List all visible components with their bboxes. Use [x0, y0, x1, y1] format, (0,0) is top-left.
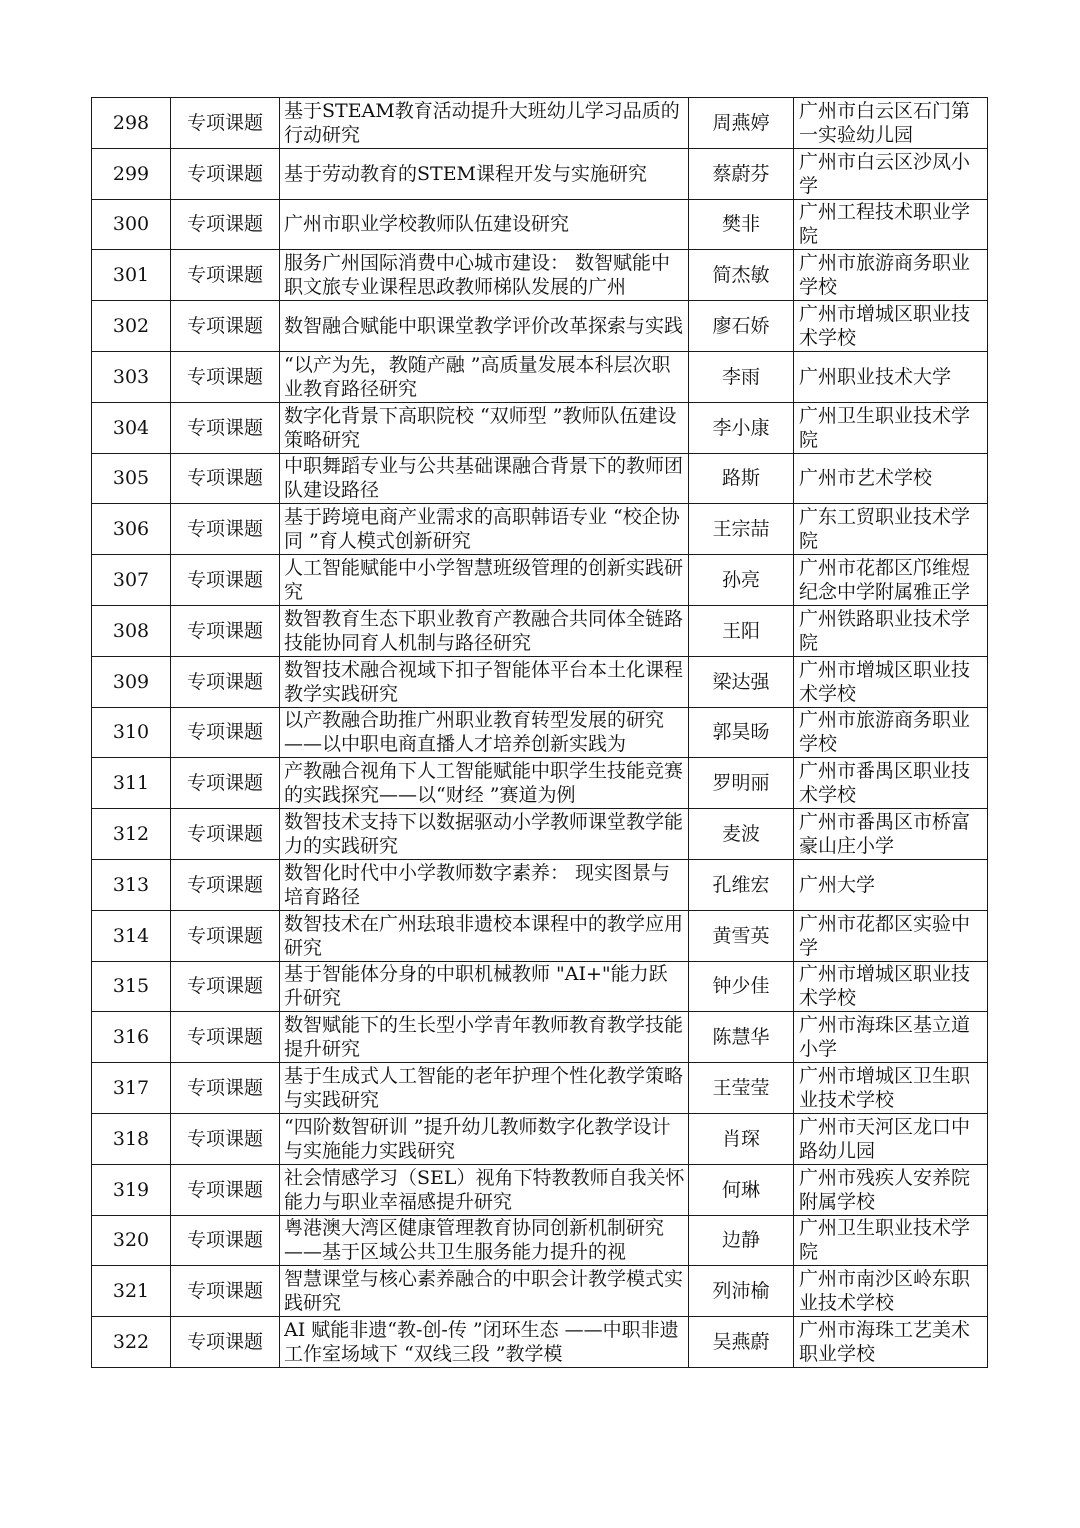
row-number-text: 298: [112, 111, 150, 134]
row-number-cell: [92, 555, 171, 606]
row-number-text: 316: [112, 1026, 150, 1049]
project-leader-cell: [689, 656, 794, 707]
project-type-text: 专项课题: [186, 721, 263, 744]
row-number-cell: [92, 910, 171, 961]
project-leader-text: 梁达强: [712, 670, 770, 693]
organization-cell: [794, 961, 988, 1012]
row-number-cell: [92, 199, 171, 250]
project-title-cell: [280, 250, 689, 301]
project-type-cell: [171, 1266, 280, 1317]
project-type-text: 专项课题: [186, 1026, 263, 1049]
project-type-cell: [171, 859, 280, 910]
table-row: [92, 351, 988, 402]
project-title-text: 中职舞蹈专业与公共基础课融合背景下的教师团队建设路径: [284, 455, 684, 502]
project-type-cell: [171, 301, 280, 352]
organization-cell: [794, 1113, 988, 1164]
project-title-cell: [280, 98, 689, 149]
organization-text: 广州市旅游商务职业学校: [799, 709, 971, 756]
project-type-cell: [171, 758, 280, 809]
project-title-text: 广州市职业学校教师队伍建设研究: [284, 213, 570, 236]
project-type-cell: [171, 504, 280, 555]
organization-cell: [794, 605, 988, 656]
row-number-text: 303: [112, 365, 150, 388]
project-leader-cell: [689, 1012, 794, 1063]
row-number-text: 311: [112, 772, 150, 795]
organization-text: 广州市番禺区职业技术学校: [799, 760, 971, 807]
project-type-text: 专项课题: [186, 873, 263, 896]
row-number-cell: [92, 148, 171, 199]
project-title-text: 人工智能赋能中小学智慧班级管理的创新实践研究: [284, 557, 684, 604]
organization-text: 广州市残疾人安养院附属学校: [799, 1166, 971, 1213]
project-leader-cell: [689, 1063, 794, 1114]
project-title-text: 基于生成式人工智能的老年护理个性化教学策略与实践研究: [284, 1065, 684, 1112]
project-leader-cell: [689, 859, 794, 910]
project-title-cell: [280, 555, 689, 606]
project-leader-text: 列沛榆: [712, 1280, 770, 1303]
row-number-text: 299: [112, 162, 150, 185]
project-type-cell: [171, 605, 280, 656]
project-type-cell: [171, 402, 280, 453]
project-title-text: 基于STEAM教育活动提升大班幼儿学习品质的行动研究: [284, 99, 680, 146]
project-type-text: 专项课题: [186, 1077, 263, 1100]
project-leader-cell: [689, 555, 794, 606]
organization-cell: [794, 707, 988, 758]
organization-text: 广州市番禺区市桥富豪山庄小学: [799, 811, 971, 858]
row-number-text: 313: [112, 873, 150, 896]
organization-cell: [794, 859, 988, 910]
organization-text: 广州市旅游商务职业学校: [799, 252, 971, 299]
project-leader-cell: [689, 98, 794, 149]
row-number-cell: [92, 1164, 171, 1215]
organization-text: 广州市花都区实验中学: [799, 912, 971, 959]
project-leader-text: 黄雪英: [712, 924, 770, 947]
project-title-cell: [280, 1317, 689, 1368]
row-number-text: 304: [112, 416, 150, 439]
project-leader-cell: [689, 1215, 794, 1266]
organization-text: 广州市海珠区基立道小学: [799, 1014, 971, 1061]
project-title-cell: [280, 1113, 689, 1164]
project-title-text: 数智技术支持下以数据驱动小学教师课堂教学能力的实践研究: [284, 811, 684, 858]
organization-cell: [794, 351, 988, 402]
project-title-text: 数智赋能下的生长型小学青年教师教育教学技能提升研究: [284, 1014, 684, 1061]
project-leader-cell: [689, 1266, 794, 1317]
table-row: [92, 809, 988, 860]
project-leader-text: 孔维宏: [712, 873, 770, 896]
project-title-text: 粤港澳大湾区健康管理教育协同创新机制研究——基于区域公共卫生服务能力提升的视: [284, 1217, 665, 1264]
project-title-cell: [280, 910, 689, 961]
project-title-text: 数智教育生态下职业教育产教融合共同体全链路技能协同育人机制与路径研究: [284, 607, 684, 654]
project-type-cell: [171, 199, 280, 250]
table-row: [92, 453, 988, 504]
organization-cell: [794, 1063, 988, 1114]
organization-cell: [794, 504, 988, 555]
project-leader-text: 王宗喆: [712, 518, 770, 541]
project-leader-cell: [689, 301, 794, 352]
project-type-text: 专项课题: [186, 111, 263, 134]
project-type-text: 专项课题: [186, 315, 263, 338]
project-leader-text: 边静: [721, 1229, 760, 1252]
organization-text: 广州卫生职业技术学院: [799, 404, 971, 451]
project-title-cell: [280, 961, 689, 1012]
organization-cell: [794, 1164, 988, 1215]
project-leader-text: 廖石娇: [712, 315, 770, 338]
project-leader-text: 肖琛: [721, 1127, 760, 1150]
project-leader-text: 路斯: [721, 467, 760, 490]
project-title-cell: [280, 199, 689, 250]
project-type-cell: [171, 453, 280, 504]
organization-text: 广州职业技术大学: [799, 365, 952, 388]
project-type-text: 专项课题: [186, 264, 263, 287]
organization-cell: [794, 1215, 988, 1266]
table-row: [92, 301, 988, 352]
row-number-cell: [92, 961, 171, 1012]
project-type-text: 专项课题: [186, 1127, 263, 1150]
table-row: [92, 859, 988, 910]
table-row: [92, 555, 988, 606]
table-row: [92, 1215, 988, 1266]
project-leader-text: 简杰敏: [712, 264, 770, 287]
table-row: [92, 199, 988, 250]
project-title-cell: [280, 1012, 689, 1063]
row-number-cell: [92, 1266, 171, 1317]
project-title-cell: [280, 1266, 689, 1317]
project-type-cell: [171, 98, 280, 149]
project-title-cell: [280, 301, 689, 352]
project-leader-text: 陈慧华: [712, 1026, 770, 1049]
project-leader-cell: [689, 148, 794, 199]
row-number-text: 309: [112, 670, 150, 693]
organization-cell: [794, 402, 988, 453]
row-number-text: 321: [112, 1280, 150, 1303]
row-number-text: 314: [112, 924, 150, 947]
organization-text: 广州市南沙区岭东职业技术学校: [799, 1268, 971, 1315]
project-leader-text: 李小康: [712, 416, 770, 439]
project-type-text: 专项课题: [186, 924, 263, 947]
project-list-table: [91, 97, 988, 1368]
project-type-text: 专项课题: [186, 467, 263, 490]
row-number-cell: [92, 98, 171, 149]
organization-text: 广州市增城区职业技术学校: [799, 303, 971, 350]
project-type-cell: [171, 656, 280, 707]
organization-text: 广州市增城区卫生职业技术学校: [799, 1065, 971, 1112]
project-title-text: 基于智能体分身的中职机械教师 "AI+"能力跃升研究: [284, 963, 668, 1010]
project-leader-cell: [689, 351, 794, 402]
row-number-text: 307: [112, 569, 150, 592]
organization-cell: [794, 910, 988, 961]
row-number-text: 320: [112, 1229, 150, 1252]
row-number-text: 306: [112, 518, 150, 541]
row-number-text: 310: [112, 721, 150, 744]
organization-text: 广州市白云区沙凤小学: [799, 150, 971, 197]
project-leader-cell: [689, 504, 794, 555]
row-number-text: 301: [112, 264, 150, 287]
project-title-cell: [280, 504, 689, 555]
project-leader-text: 吴燕蔚: [712, 1331, 770, 1354]
project-leader-cell: [689, 961, 794, 1012]
project-leader-cell: [689, 605, 794, 656]
table-row: [92, 910, 988, 961]
organization-text: 广州市花都区邝维煜纪念中学附属雅正学: [799, 557, 971, 604]
project-title-cell: [280, 453, 689, 504]
project-type-text: 专项课题: [186, 569, 263, 592]
project-type-text: 专项课题: [186, 518, 263, 541]
table-row: [92, 758, 988, 809]
project-leader-text: 王阳: [721, 619, 760, 642]
project-title-cell: [280, 402, 689, 453]
project-type-text: 专项课题: [186, 365, 263, 388]
organization-text: 广州大学: [799, 873, 876, 896]
project-title-text: 数智技术融合视域下扣子智能体平台本土化课程教学实践研究: [284, 658, 684, 705]
project-title-cell: [280, 605, 689, 656]
row-number-cell: [92, 504, 171, 555]
project-title-text: 数字化背景下高职院校 “双师型 ”教师队伍建设策略研究: [284, 404, 677, 451]
row-number-text: 308: [112, 619, 150, 642]
project-title-text: AI 赋能非遗“教-创-传 ”闭环生态 ——中职非遗工作室场域下 “双线三段 ”教学模: [284, 1319, 679, 1366]
table-row: [92, 1266, 988, 1317]
project-leader-cell: [689, 250, 794, 301]
project-title-cell: [280, 809, 689, 860]
organization-text: 广州市海珠工艺美术职业学校: [799, 1319, 971, 1366]
organization-cell: [794, 1317, 988, 1368]
organization-cell: [794, 98, 988, 149]
project-title-text: 以产教融合助推广州职业教育转型发展的研究——以中职电商直播人才培养创新实践为: [284, 709, 665, 756]
row-number-text: 318: [112, 1127, 150, 1150]
project-leader-cell: [689, 809, 794, 860]
project-type-cell: [171, 961, 280, 1012]
project-leader-cell: [689, 402, 794, 453]
project-title-cell: [280, 1063, 689, 1114]
table-row: [92, 1012, 988, 1063]
organization-cell: [794, 656, 988, 707]
row-number-cell: [92, 605, 171, 656]
organization-cell: [794, 555, 988, 606]
organization-text: 广州市增城区职业技术学校: [799, 963, 971, 1010]
table-body: [92, 98, 988, 1368]
row-number-text: 305: [112, 467, 150, 490]
project-leader-text: 罗明丽: [712, 772, 770, 795]
table-row: [92, 98, 988, 149]
project-title-cell: [280, 148, 689, 199]
table-row: [92, 1063, 988, 1114]
row-number-cell: [92, 351, 171, 402]
row-number-cell: [92, 1012, 171, 1063]
project-leader-text: 樊非: [721, 213, 760, 236]
project-type-text: 专项课题: [186, 416, 263, 439]
row-number-cell: [92, 1317, 171, 1368]
project-leader-text: 孙亮: [721, 569, 760, 592]
table-row: [92, 707, 988, 758]
project-leader-text: 郭昊旸: [712, 721, 770, 744]
project-title-cell: [280, 758, 689, 809]
project-leader-cell: [689, 1113, 794, 1164]
row-number-cell: [92, 859, 171, 910]
row-number-text: 300: [112, 213, 150, 236]
table-row: [92, 1164, 988, 1215]
project-title-text: 服务广州国际消费中心城市建设： 数智赋能中职文旅专业课程思政教师梯队发展的广州: [284, 252, 671, 299]
project-type-cell: [171, 1215, 280, 1266]
project-title-text: 基于跨境电商产业需求的高职韩语专业 “校企协同 ”育人模式创新研究: [284, 506, 680, 553]
organization-cell: [794, 199, 988, 250]
row-number-cell: [92, 1063, 171, 1114]
organization-cell: [794, 250, 988, 301]
project-type-text: 专项课题: [186, 1178, 263, 1201]
project-type-text: 专项课题: [186, 1331, 263, 1354]
project-leader-cell: [689, 1164, 794, 1215]
project-type-cell: [171, 1012, 280, 1063]
project-title-text: 数智技术在广州珐琅非遗校本课程中的教学应用研究: [284, 912, 684, 959]
row-number-cell: [92, 301, 171, 352]
project-leader-cell: [689, 453, 794, 504]
project-title-text: “四阶数智研训 ”提升幼儿教师数字化教学设计与实施能力实践研究: [284, 1115, 671, 1162]
row-number-text: 302: [112, 315, 150, 338]
organization-cell: [794, 809, 988, 860]
project-title-text: 社会情感学习（SEL）视角下特教教师自我关怀能力与职业幸福感提升研究: [284, 1166, 685, 1213]
organization-text: 广州市白云区石门第一实验幼儿园: [799, 99, 971, 146]
row-number-cell: [92, 1113, 171, 1164]
project-type-text: 专项课题: [186, 772, 263, 795]
organization-cell: [794, 453, 988, 504]
project-type-text: 专项课题: [186, 1229, 263, 1252]
project-title-cell: [280, 859, 689, 910]
row-number-cell: [92, 1215, 171, 1266]
project-leader-cell: [689, 707, 794, 758]
project-title-cell: [280, 707, 689, 758]
project-type-text: 专项课题: [186, 619, 263, 642]
project-type-text: 专项课题: [186, 823, 263, 846]
row-number-text: 312: [112, 823, 150, 846]
row-number-cell: [92, 809, 171, 860]
project-title-text: “以产为先，教随产融 ”高质量发展本科层次职业教育路径研究: [284, 353, 671, 400]
project-leader-text: 王莹莹: [712, 1077, 770, 1100]
project-leader-text: 蔡蔚芬: [712, 162, 770, 185]
project-type-text: 专项课题: [186, 162, 263, 185]
row-number-cell: [92, 250, 171, 301]
table-row: [92, 250, 988, 301]
organization-cell: [794, 1266, 988, 1317]
table-row: [92, 402, 988, 453]
organization-text: 广州卫生职业技术学院: [799, 1217, 971, 1264]
project-title-cell: [280, 1164, 689, 1215]
row-number-cell: [92, 656, 171, 707]
organization-text: 广州工程技术职业学院: [799, 201, 971, 248]
table-row: [92, 1317, 988, 1368]
project-type-cell: [171, 809, 280, 860]
table-row: [92, 504, 988, 555]
project-leader-cell: [689, 1317, 794, 1368]
row-number-cell: [92, 453, 171, 504]
project-type-cell: [171, 910, 280, 961]
organization-text: 广州市天河区龙口中路幼儿园: [799, 1115, 971, 1162]
project-leader-cell: [689, 910, 794, 961]
project-title-cell: [280, 351, 689, 402]
project-type-cell: [171, 1113, 280, 1164]
table-row: [92, 605, 988, 656]
project-title-text: 数智融合赋能中职课堂教学评价改革探索与实践: [284, 315, 684, 338]
project-leader-text: 麦波: [721, 823, 760, 846]
project-leader-cell: [689, 199, 794, 250]
project-leader-text: 李雨: [721, 365, 760, 388]
project-title-cell: [280, 1215, 689, 1266]
organization-text: 广州市艺术学校: [799, 467, 933, 490]
project-type-cell: [171, 250, 280, 301]
project-leader-text: 何琳: [721, 1178, 760, 1201]
project-title-text: 智慧课堂与核心素养融合的中职会计教学模式实践研究: [284, 1268, 684, 1315]
row-number-cell: [92, 707, 171, 758]
organization-cell: [794, 301, 988, 352]
project-leader-text: 周燕婷: [712, 111, 770, 134]
project-type-cell: [171, 555, 280, 606]
organization-text: 广州市增城区职业技术学校: [799, 658, 971, 705]
project-title-cell: [280, 656, 689, 707]
organization-text: 广州铁路职业技术学院: [799, 607, 971, 654]
project-title-text: 基于劳动教育的STEM课程开发与实施研究: [284, 162, 648, 185]
row-number-text: 315: [112, 975, 150, 998]
row-number-cell: [92, 402, 171, 453]
row-number-text: 317: [112, 1077, 150, 1100]
row-number-cell: [92, 758, 171, 809]
project-type-text: 专项课题: [186, 1280, 263, 1303]
project-title-text: 产教融合视角下人工智能赋能中职学生技能竞赛的实践探究——以“财经 ”赛道为例: [284, 760, 684, 807]
project-title-text: 数智化时代中小学教师数字素养： 现实图景与培育路径: [284, 861, 671, 908]
table-row: [92, 1113, 988, 1164]
project-type-cell: [171, 1164, 280, 1215]
organization-cell: [794, 1012, 988, 1063]
project-type-cell: [171, 1063, 280, 1114]
project-type-cell: [171, 148, 280, 199]
row-number-text: 319: [112, 1178, 150, 1201]
row-number-text: 322: [112, 1331, 150, 1354]
project-type-text: 专项课题: [186, 975, 263, 998]
organization-text: 广东工贸职业技术学院: [799, 506, 971, 553]
project-type-cell: [171, 707, 280, 758]
table-row: [92, 961, 988, 1012]
organization-cell: [794, 758, 988, 809]
project-type-cell: [171, 1317, 280, 1368]
table-row: [92, 656, 988, 707]
project-leader-text: 钟少佳: [712, 975, 770, 998]
project-type-text: 专项课题: [186, 213, 263, 236]
organization-cell: [794, 148, 988, 199]
project-type-cell: [171, 351, 280, 402]
project-type-text: 专项课题: [186, 670, 263, 693]
table-row: [92, 148, 988, 199]
project-leader-cell: [689, 758, 794, 809]
